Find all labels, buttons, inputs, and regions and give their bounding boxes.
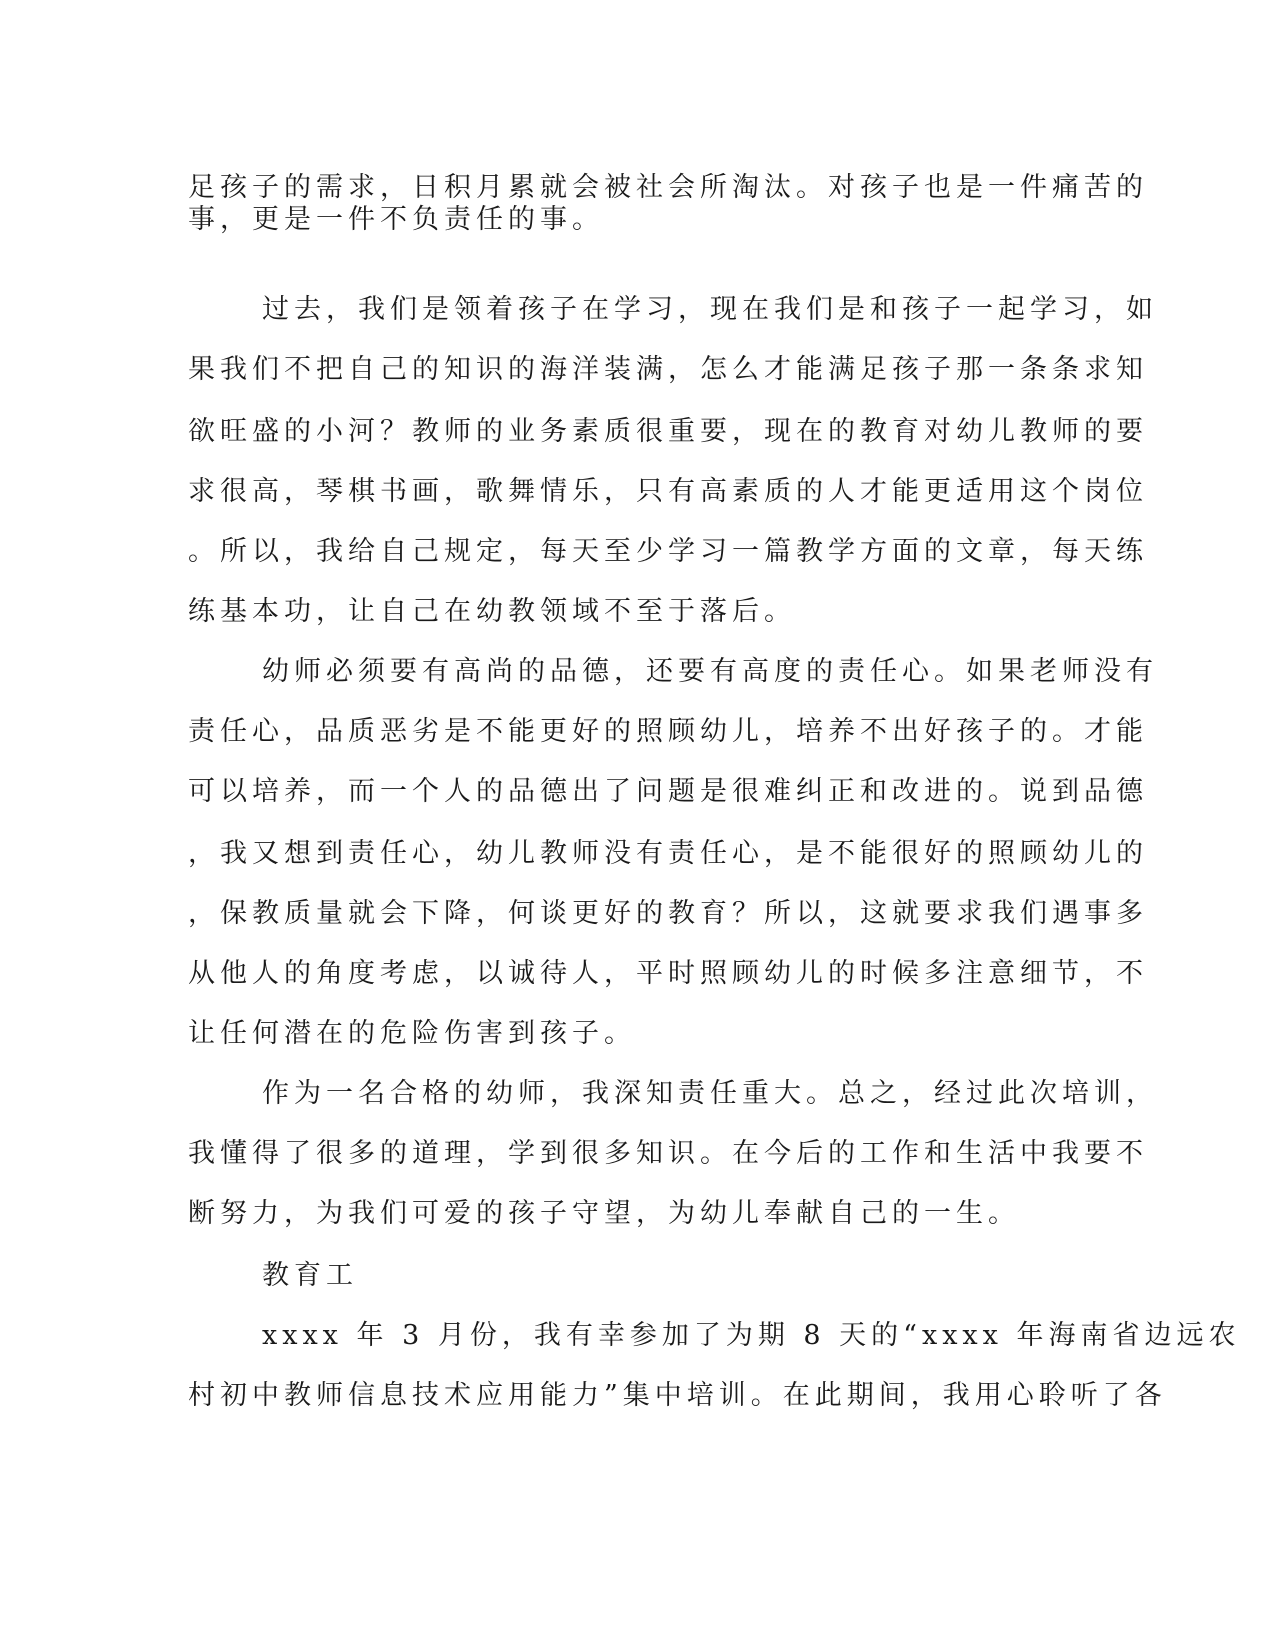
paragraph-first-line: xxxx 年 3 月份，我有幸参加了为期 8 天的“xxxx 年海南省边远农 [262, 1320, 1241, 1351]
text-line: 断努力，为我们可爱的孩子守望，为幼儿奉献自己的一生。 [188, 1198, 1020, 1229]
paragraph-first-line: 幼师必须要有高尚的品德，还要有高度的责任心。如果老师没有 [262, 656, 1158, 687]
text-line: 村初中教师信息技术应用能力”集中培训。在此期间，我用心聆听了各 [188, 1380, 1167, 1411]
text-line: 欲旺盛的小河？教师的业务素质很重要，现在的教育对幼儿教师的要 [188, 416, 1148, 447]
text-line: 求很高，琴棋书画，歌舞情乐，只有高素质的人才能更适用这个岗位 [188, 476, 1148, 507]
text-line: 责任心，品质恶劣是不能更好的照顾幼儿，培养不出好孩子的。才能 [188, 716, 1148, 747]
text-line: 果我们不把自己的知识的海洋装满，怎么才能满足孩子那一条条求知 [188, 354, 1148, 385]
text-line: ，我又想到责任心，幼儿教师没有责任心，是不能很好的照顾幼儿的 [188, 838, 1148, 869]
text-line: ，保教质量就会下降，何谈更好的教育？所以，这就要求我们遇事多 [188, 898, 1148, 929]
text-line: 可以培养，而一个人的品德出了问题是很难纠正和改进的。说到品德 [188, 776, 1148, 807]
text-line: 从他人的角度考虑，以诚待人，平时照顾幼儿的时候多注意细节，不 [188, 958, 1148, 989]
text-line: 练基本功，让自己在幼教领域不至于落后。 [188, 596, 796, 627]
text-line: 足孩子的需求，日积月累就会被社会所淘汰。对孩子也是一件痛苦的 [188, 172, 1148, 203]
text-line: 。所以，我给自己规定，每天至少学习一篇教学方面的文章，每天练 [188, 536, 1148, 567]
section-heading: 教育工 [262, 1260, 358, 1291]
text-line: 事，更是一件不负责任的事。 [188, 204, 604, 235]
text-line: 我懂得了很多的道理，学到很多知识。在今后的工作和生活中我要不 [188, 1138, 1148, 1169]
paragraph-first-line: 过去，我们是领着孩子在学习，现在我们是和孩子一起学习，如 [262, 294, 1158, 325]
paragraph-first-line: 作为一名合格的幼师，我深知责任重大。总之，经过此次培训， [262, 1078, 1158, 1109]
text-line: 让任何潜在的危险伤害到孩子。 [188, 1018, 636, 1049]
